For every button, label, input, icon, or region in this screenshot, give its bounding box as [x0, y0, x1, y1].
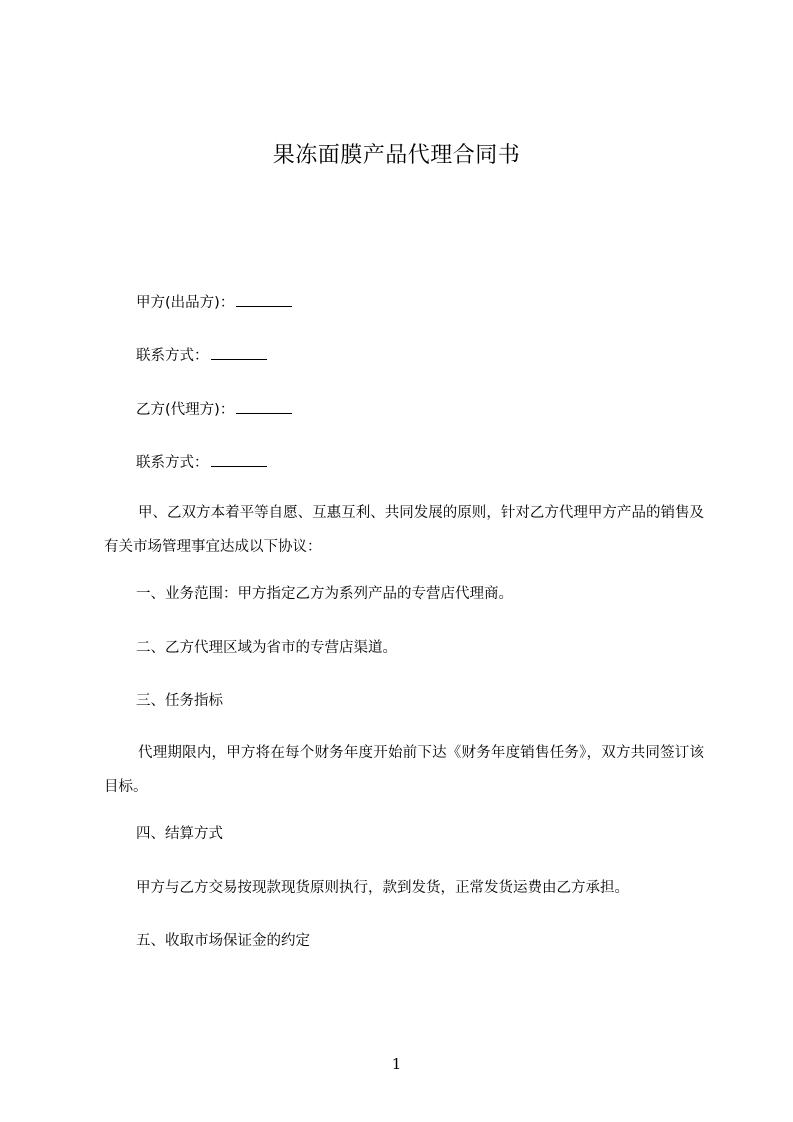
party-a-contact-blank — [211, 345, 267, 360]
section-2: 二、乙方代理区域为省市的专营店渠道。 — [136, 640, 397, 656]
section-4-heading: 四、结算方式 — [136, 826, 223, 842]
party-b-contact-label: 联系方式： — [136, 455, 209, 471]
party-a-blank — [236, 292, 292, 307]
section-5-heading: 五、收取市场保证金的约定 — [136, 933, 310, 949]
party-b-contact-line — [136, 452, 267, 473]
party-b-label: 乙方(代理方)： — [136, 402, 235, 418]
party-a-contact-label: 联系方式： — [136, 348, 209, 364]
party-a-line — [136, 292, 292, 313]
document-title: 果冻面膜产品代理合同书 — [272, 143, 521, 168]
party-b-contact-blank — [211, 452, 267, 467]
page-number: 1 — [391, 1055, 402, 1073]
section-3-heading: 三、任务指标 — [136, 693, 223, 709]
party-b-line — [136, 399, 292, 420]
party-a-contact-line — [136, 345, 267, 366]
section-1: 一、业务范围：甲方指定乙方为系列产品的专营店代理商。 — [136, 586, 513, 602]
section-4-body: 甲方与乙方交易按现款现货原则执行，款到发货，正常发货运费由乙方承担。 — [136, 880, 629, 896]
section-3-body: 代理期限内，甲方将在每个财务年度开始前下达《财务年度销售任务》，双方共同签订该目标。 — [104, 745, 704, 795]
party-b-blank — [236, 399, 292, 414]
party-a-label: 甲方(出品方)： — [136, 295, 235, 311]
intro-paragraph: 甲、乙双方本着平等自愿、互惠互利、共同发展的原则，针对乙方代理甲方产品的销售及有关市场管理事宜达成以下协议： — [104, 505, 704, 555]
